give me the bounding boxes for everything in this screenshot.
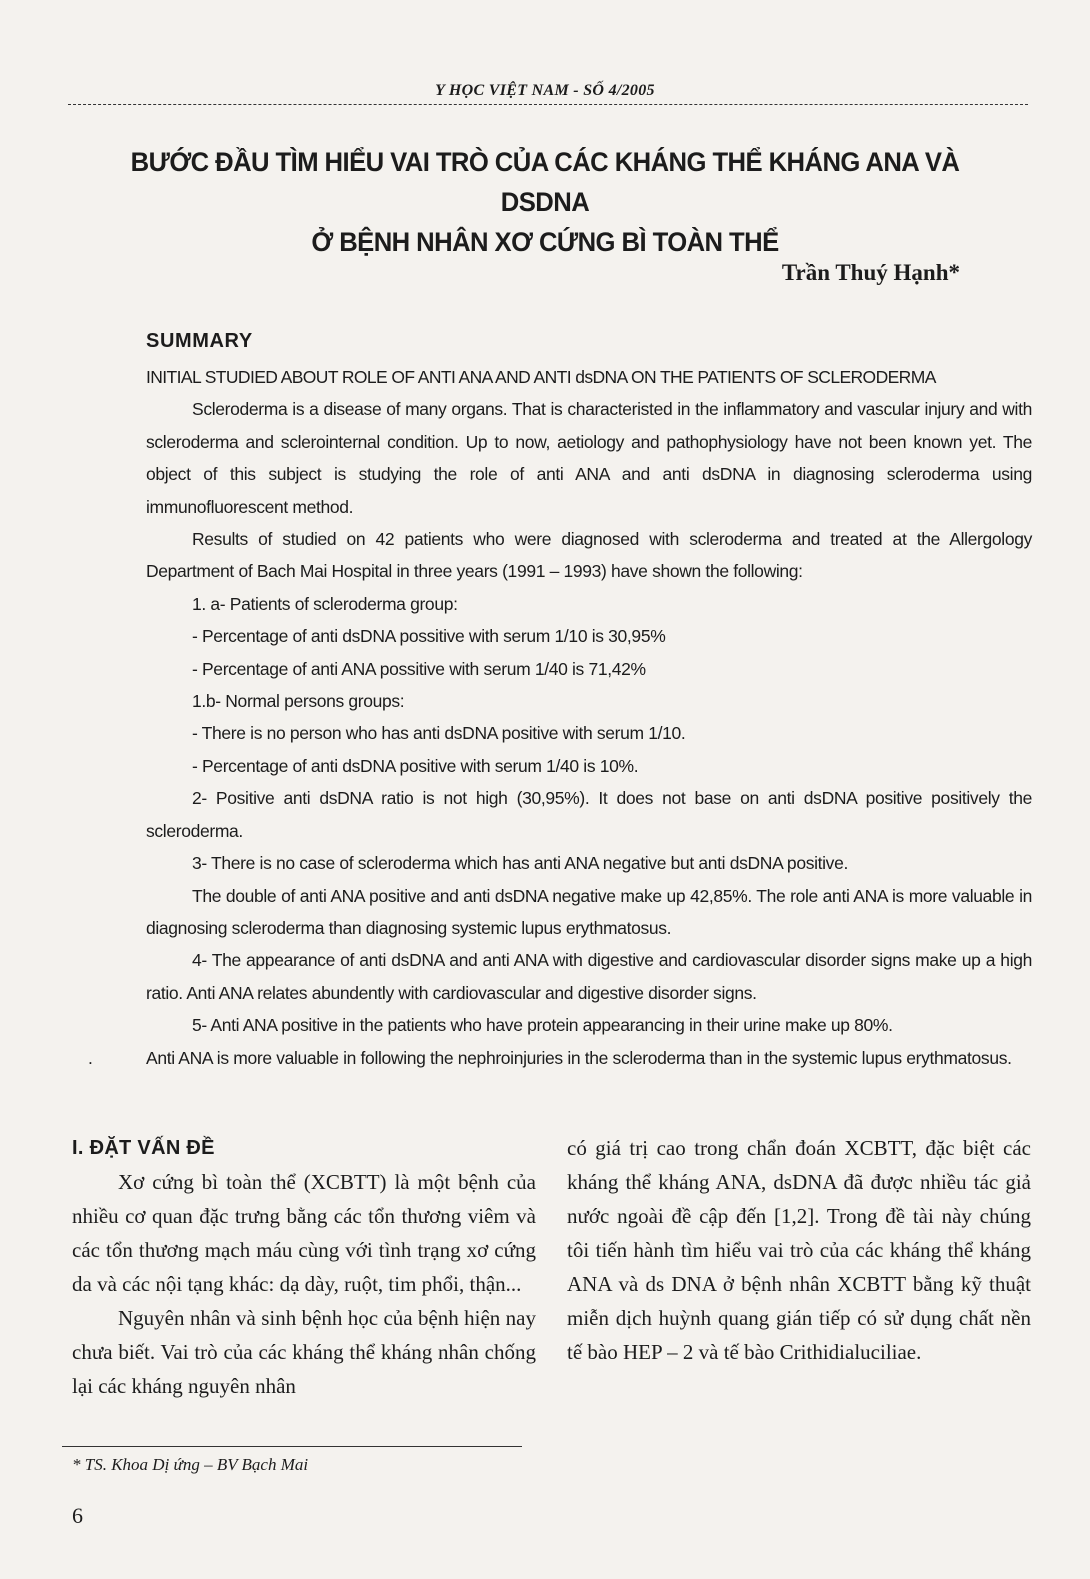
body-column-left [72, 1131, 536, 1403]
summary-text: Anti ANA is more valuable in following the nephroinjuries in the scleroderma than in the systemic lupus erythmatosus. [146, 1047, 1012, 1068]
summary-paragraph: Results of studied on 42 patients who were diagnosed with scleroderma and treated at the Allergology Department of Bach Mai Hospital in three years (1991 – 1993) have shown the following: [146, 529, 1032, 582]
summary-list-item: - Percentage of anti dsDNA positive with serum 1/40 is 10%. [192, 755, 639, 776]
body-column-right [567, 1131, 1031, 1369]
body-paragraph: Xơ cứng bì toàn thể (XCBTT) là một bệnh của nhiều cơ quan đặc trưng bằng các tổn thương viêm và các tổn thương mạch máu cùng với tình trạng xơ cứng da và các nội tạng khác: dạ dày, ruột, tim phổi, thận... [72, 1170, 536, 1296]
summary-list-item: 4- The appearance of anti dsDNA and anti ANA with digestive and cardiovascular disorder signs make up a high ratio. Anti ANA relates abundently with cardiovascular and digestive disorder signs. [146, 950, 1032, 1003]
footnote: * TS. Khoa Dị ứng – BV Bạch Mai [72, 1455, 309, 1474]
header-rule [68, 104, 1028, 105]
article-title [94, 142, 997, 262]
summary-block [88, 361, 1032, 1074]
summary-list-item: - There is no person who has anti dsDNA positive with serum 1/10. [192, 723, 686, 744]
summary-list-item: 3- There is no case of scleroderma which has anti ANA negative but anti dsDNA positive. [192, 853, 848, 874]
author-name: Trần Thuý Hạnh* [781, 260, 960, 285]
footnote-rule [62, 1446, 522, 1447]
summary-list-item: - Percentage of anti dsDNA possitive with serum 1/10 is 30,95% [192, 626, 666, 647]
summary-title: INITIAL STUDIED ABOUT ROLE OF ANTI ANA AND ANTI dsDNA ON THE PATIENTS OF SCLERODERMA [146, 367, 936, 387]
summary-list-item: 5- Anti ANA positive in the patients who have protein appearancing in their urine make up 80%. [192, 1015, 893, 1036]
summary-list-item: 1. a- Patients of scleroderma group: [192, 593, 458, 614]
stray-mark: . [88, 1047, 93, 1068]
page-number: 6 [72, 1503, 83, 1528]
body-paragraph: Nguyên nhân và sinh bệnh học của bệnh hiện nay chưa biết. Vai trò của các kháng thể kháng nhân chống lại các kháng nguyên nhân [72, 1306, 536, 1398]
summary-paragraph [88, 1042, 1032, 1074]
summary-heading: SUMMARY [146, 330, 253, 352]
summary-list-item: 1.b- Normal persons groups: [192, 691, 405, 712]
body-paragraph: có giá trị cao trong chẩn đoán XCBTT, đặc biệt các kháng thể kháng ANA, dsDNA đã được nhiều tác giả nước ngoài đề cập đến [1,2]. Trong đề tài này chúng tôi tiến hành tìm hiểu vai trò của các kháng thể kháng ANA và ds DNA ở bệnh nhân XCBTT bằng kỹ thuật miễn dịch huỳnh quang gián tiếp có sử dụng chất nền tế bào HEP – 2 và tế bào Crithidialuciliae. [567, 1136, 1031, 1364]
summary-paragraph: The double of anti ANA positive and anti dsDNA negative make up 42,85%. The role anti ANA is more valuable in diagnosing scleroderma than diagnosing systemic lupus erythmatosus. [146, 885, 1032, 938]
summary-paragraph: Scleroderma is a disease of many organs. That is characteristed in the inflammatory and vascular injury and with scleroderma and sclerointernal condition. Up to now, aetiology and pathophysiology have not been known yet. The object of this subject is studying the role of anti ANA and anti dsDNA in diagnosing scleroderma using immunofluorescent method. [146, 399, 1032, 517]
journal-header: Y HỌC VIỆT NAM - SỐ 4/2005 [435, 82, 655, 99]
summary-list-item: - Percentage of anti ANA possitive with serum 1/40 is 71,42% [192, 658, 646, 679]
section-heading: I. ĐẶT VẤN ĐỀ [72, 1137, 215, 1159]
summary-list-item: 2- Positive anti dsDNA ratio is not high (30,95%). It does not base on anti dsDNA positive positively the scleroderma. [146, 788, 1032, 841]
title-line-2: Ở BỆNH NHÂN XƠ CỨNG BÌ TOÀN THỂ [311, 227, 779, 257]
title-line-1: BƯỚC ĐẦU TÌM HIỂU VAI TRÒ CỦA CÁC KHÁNG THỂ KHÁNG ANA VÀ DSDNA [130, 147, 960, 217]
